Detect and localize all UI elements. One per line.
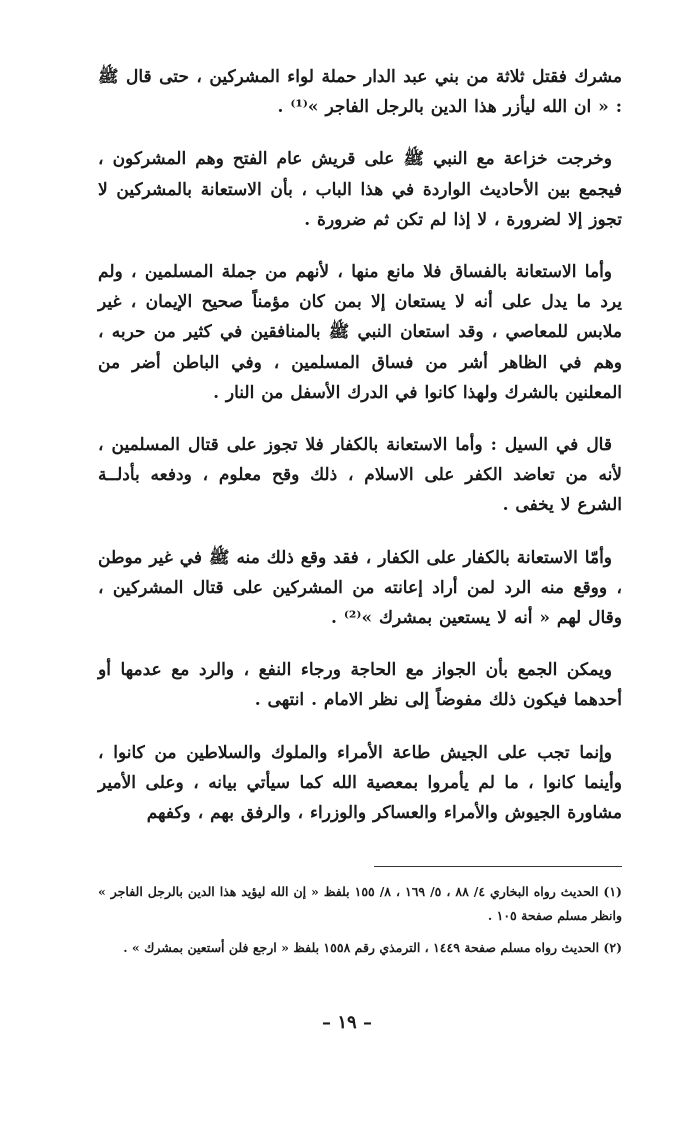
- paragraph-7: وإنما تجب على الجيش طاعة الأمراء والملوك والسلاطين من كانوا ، وأينما كانوا ، ما لم يأمروا بمعصية الله كما سيأتي بيانه ، وعلى الأمير مشاورة الجيوش والأمراء والعساكر والوزراء ، والرفق بهم ، وكفهم: [98, 742, 622, 824]
- main-text: [98, 62, 622, 850]
- footnotes: [98, 880, 622, 968]
- paragraph-5: وأمّا الاستعانة بالكفار على الكفار ، فقد وقع ذلك منه ﷺ في غير موطن ، ووقع منه الرد لمن أراد إعانته من المشركين على قتال المشركين ، وقال لهم « أنه لا يستعين بمشرك »⁽²⁾ .: [98, 547, 622, 629]
- footnote-2: (٢) الحديث رواه مسلم صفحة ١٤٤٩ ، الترمذي رقم ١٥٥٨ بلفظ « ارجع فلن أستعين بمشرك » .: [123, 940, 622, 955]
- paragraph-1: مشرك فقتل ثلاثة من بني عبد الدار حملة لواء المشركين ، حتى قال ﷺ : « ان الله ليأزر هذا الدين بالرجل الفاجر »⁽¹⁾ .: [98, 67, 622, 118]
- paragraph-3: وأما الاستعانة بالفساق فلا مانع منها ، لأنهم من جملة المسلمين ، ولم يرد ما يدل على أنه لا يستعان إلا بمن كان مؤمناً صحيح الإيمان ، غير ملابس للمعاصي ، وقد استعان النبي ﷺ بالمنافقين في كثير من حربه ، وهم في الظاهر أشر من فساق المسلمين ، وفي الباطن أضر من المعلنين بالشرك ولهذا كانوا في الدرك الأسفل من النار .: [98, 262, 622, 403]
- page-number: – ١٩ –: [322, 1012, 372, 1033]
- paragraph-2: وخرجت خزاعة مع النبي ﷺ على قريش عام الفتح وهم المشركون ، فيجمع بين الأحاديث الواردة في هذا الباب ، بأن الاستعانة بالمشركين لا تجوز إلا لضرورة ، لا إذا لم تكن ثم ضرورة .: [98, 149, 622, 230]
- footnote-1: (١) الحديث رواه البخاري ٤/ ٨٨ ، ٥/ ١٦٩ ، ٨/ ١٥٥ بلفظ « إن الله ليؤيد هذا الدين بالرجل الفاجر » وانظر مسلم صفحة ١٠٥ .: [98, 884, 622, 923]
- footnote-divider: [374, 866, 622, 867]
- paragraph-6: ويمكن الجمع بأن الجواز مع الحاجة ورجاء النفع ، والرد مع عدمها أو أحدهما فيكون ذلك مفوضاً إلى نظر الامام . انتهى .: [98, 660, 622, 711]
- paragraph-4: قال في السيل : وأما الاستعانة بالكفار فلا تجوز على قتال المسلمين ، لأنه من تعاضد الكفر على الاسلام ، ذلك وقح معلوم ، ودفعه بأدلــة الشرع لا يخفى .: [98, 435, 622, 516]
